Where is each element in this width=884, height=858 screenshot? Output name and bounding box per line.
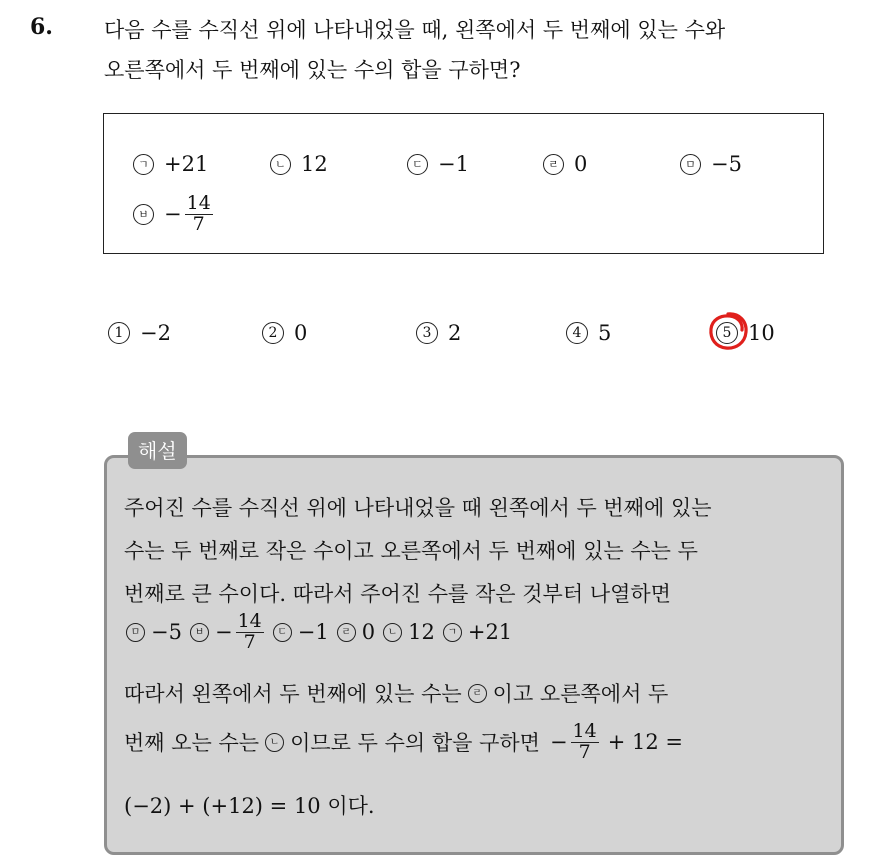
fraction-numerator: 14 — [572, 720, 597, 742]
choice-value: 5 — [598, 321, 612, 345]
choice-number: 3 — [416, 322, 438, 344]
circled-marker-icon: ㅂ — [190, 623, 209, 642]
box-item-b — [270, 152, 328, 176]
order-value: +21 — [467, 620, 513, 645]
solution-line5-text-b: 이고 오른쪽에서 두 — [492, 682, 669, 706]
order-value: −5 — [151, 620, 182, 645]
choice-number: 1 — [108, 322, 130, 344]
circled-marker-icon: ㄴ — [265, 733, 284, 752]
circled-marker-icon: ㄴ — [270, 154, 291, 175]
solution-line1: 주어진 수를 수직선 위에 나타내었을 때 왼쪽에서 두 번째에 있는 — [124, 496, 712, 520]
choice-number: 5 — [716, 322, 738, 344]
fraction-denominator: 7 — [243, 630, 256, 653]
question-text-line2: 오른쪽에서 두 번째에 있는 수의 합을 구하면? — [104, 58, 521, 82]
solution-line6 — [124, 722, 683, 763]
solution-order-line — [124, 612, 512, 653]
solution-line6-expr: + 12 = — [607, 730, 683, 755]
choice-1[interactable] — [108, 321, 171, 345]
solution-line6-text-a: 번째 오는 수는 — [124, 731, 260, 756]
solution-line6-text-b: 이므로 두 수의 합을 구하면 — [290, 731, 540, 756]
choice-3[interactable] — [416, 321, 461, 345]
fraction — [236, 612, 264, 653]
box-item-value: 0 — [574, 152, 588, 176]
order-value: 12 — [408, 620, 435, 645]
red-circle-mark-icon — [706, 310, 750, 352]
circled-marker-icon: ㄱ — [443, 623, 462, 642]
choice-value: 2 — [448, 321, 462, 345]
choice-2[interactable] — [262, 321, 307, 345]
circled-marker-icon: ㅁ — [680, 154, 701, 175]
solution-tag: 해설 — [128, 432, 187, 469]
fraction-sign: − — [214, 620, 233, 645]
question-text-line1: 다음 수를 수직선 위에 나타내었을 때, 왼쪽에서 두 번째에 있는 수와 — [104, 18, 726, 42]
solution-line3: 번째로 큰 수이다. 따라서 주어진 수를 작은 것부터 나열하면 — [124, 582, 671, 606]
circled-marker-icon: ㄹ — [468, 684, 487, 703]
box-item-a — [133, 152, 208, 176]
choice-value: −2 — [140, 321, 171, 345]
solution-line2: 수는 두 번째로 작은 수이고 오른쪽에서 두 번째에 있는 수는 두 — [124, 539, 698, 563]
fraction — [571, 722, 599, 763]
circled-marker-icon: ㅂ — [133, 204, 154, 225]
fraction-sign: − — [164, 202, 182, 227]
circled-marker-icon: ㄹ — [543, 154, 564, 175]
box-item-value: 12 — [301, 152, 328, 176]
choice-value: 0 — [294, 321, 308, 345]
solution-line7: (−2) + (+12) = 10 이다. — [124, 794, 375, 818]
box-item-value: −5 — [711, 152, 742, 176]
fraction-sign: − — [549, 730, 568, 755]
choice-number: 2 — [262, 322, 284, 344]
solution-line5-text-a: 따라서 왼쪽에서 두 번째에 있는 수는 — [124, 682, 462, 706]
choice-4[interactable] — [566, 321, 611, 345]
box-item-d — [543, 152, 587, 176]
box-item-f — [133, 194, 216, 235]
fraction-denominator: 7 — [192, 212, 205, 235]
circled-marker-icon: ㅁ — [126, 623, 145, 642]
solution-line5 — [124, 678, 668, 708]
choice-value: 10 — [748, 321, 775, 345]
fraction-numerator: 14 — [186, 192, 211, 214]
box-item-value: +21 — [164, 152, 209, 176]
circled-marker-icon: ㄹ — [337, 623, 356, 642]
circled-marker-icon: ㄴ — [383, 623, 402, 642]
circled-marker-icon: ㄷ — [407, 154, 428, 175]
box-item-value: −1 — [438, 152, 469, 176]
order-value: 0 — [361, 620, 376, 645]
circled-marker-icon: ㄷ — [273, 623, 292, 642]
question-number: 6. — [30, 14, 53, 40]
choice-number: 4 — [566, 322, 588, 344]
box-item-e — [680, 152, 742, 176]
fraction-numerator: 14 — [237, 610, 262, 632]
order-value: −1 — [297, 620, 329, 645]
circled-marker-icon: ㄱ — [133, 154, 154, 175]
fraction-denominator: 7 — [578, 740, 591, 763]
box-item-c — [407, 152, 469, 176]
fraction — [185, 194, 213, 235]
